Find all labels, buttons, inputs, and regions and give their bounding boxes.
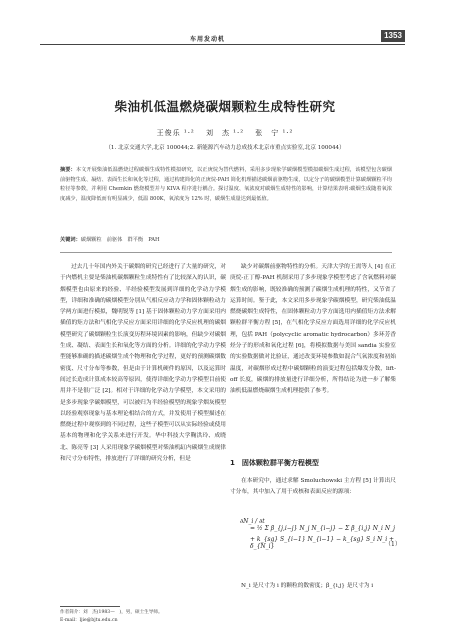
abstract-divider <box>60 252 392 253</box>
affiliation: （1. 北京交通大学,北京 100044;2. 新能源汽车动力总成技术北京市重点实验室,北京 100044） <box>105 145 345 151</box>
abstract-text: 本文开展柴油低温燃烧过程碳烟生成特性模拟研究，以正庚烷为替代燃料，采用多步现象学碳烟模型模拟碳烟生成过程，该模型包含碳烟前驱物生成、凝结、表面生长和氧化等过程，通过构建简化的正庚烷-PAH 简化机理描述碳烟前驱物生成，以定分子的碳烟模型计算碳烟颗粒平均粒径等参数，并利用 Chemkin 燃烧模型并与 KIVA 程序进行耦合。探讨温度、氧浓度对碳烟生成特性的影响，计算结果表明:碳烟生成随着氧浓度减少，温度降低而有明显减少，低温 800K，氧浓度为 12% 时，碳烟生成量达到最低值。 <box>60 167 392 202</box>
intro-paragraph: 过去几十年国内外关于碳烟的研究已经进行了大量的研究，对于内燃机主要是柴油机碳烟颗粒生成特性有了比较深入的认识，碳烟模型也由原来的经验、半经验模型发展到详细的化学动力学模型，详细和准确的碳烟模型分别从气相反应动力学和固体颗粒动力学两方面进行模拟，魏明锐等 [1] 基于固体颗粒动力学方面采用内插值的矩方法和气相化学反应方面采用详细的化学反应机理的碳烟模型研究了碳烟颗粒生长演变历程环境因素的影响，但缺少对碳烟生成、凝结、表面生长和氧化等方面的分析。详细的化学动力学模型能够准确的描述碳烟生成个物理和化学过程，更好的预测碳烟数密度、尺寸分布等参数，但是由于计算机硬件的原因，以及运算时间过长造成计算成本较高等原因，使得详细化学动力学模型目前使用并不是很广泛 [2]。相对于详细的化学动力学模型，本文采用的是多步现象学碳烟模型，可以被归为半经验模型的现象学烟灰模型以经验观察现象与基本理论相结合的方式，并发使用子模型描述在燃烧过程中观察到的不同过程，这些子模型可以从实际经验或使用基本的物理和化学关系来进行开发。华中科技大学鞠洪玲、成晓北、陈亮等 [3] 人采用现象学碳烟模型对柴油机缸内碳烟生成规律和尺寸分布特性，排放进行了详细的研究分析，但是 <box>60 264 226 463</box>
body-right-column <box>230 262 396 398</box>
equation-term-1: = ½ Σ β_{j,i−j} N_j N_{i−j} − Σ β_{i,j} N_i N_j <box>250 525 395 532</box>
keywords-text: 碳烟颗粒 前驱体 群平衡 PAH <box>80 237 160 243</box>
journal-section-label: 车用发动机 <box>190 36 226 43</box>
equation-term-2: + k_{sg} S_{i−1} N_{i−1} − k_{sg} S_i N_i + δ_{N_i} <box>250 536 395 550</box>
keywords <box>60 236 392 245</box>
equation-explanation: N_i 是尺寸为 i 的颗粒的数密度；β_{i,j} 是尺寸为 i <box>241 583 374 589</box>
header-rule <box>40 44 405 45</box>
page-number: 1353 <box>381 30 405 42</box>
body-left-column <box>60 262 226 465</box>
equation-lhs: ∂N_i / ∂t <box>240 518 265 525</box>
footnote-author-bio: 作者简介：刘 杰(1983— )，男，硕士生导师。 <box>60 610 163 615</box>
section-paragraph: 在本研究中，通过求解 Smoluchowski 主方程 [5] 计算出尺寸分布，其中加入了用于成核和表面反应的源项： <box>230 478 396 496</box>
footnote-email: E-mail：ljie@bjtu.edu.cn <box>60 618 118 623</box>
keywords-label: 关键词： <box>60 237 81 243</box>
abstract-label: 摘要： <box>60 167 76 173</box>
footnote <box>60 609 163 625</box>
footnote-rule <box>60 606 120 607</box>
equation-number: （1） <box>385 541 401 548</box>
abstract <box>60 166 392 204</box>
author-list: 王俊乐 ¹·² 刘 杰 ¹·² 张 宁 ¹·² <box>156 129 294 137</box>
paper-title: 柴油机低温燃烧碳烟颗粒生成特性研究 <box>114 99 336 114</box>
equation-1 <box>240 518 395 574</box>
section-heading: 1 固体颗粒群平衡方程模型 <box>230 459 319 467</box>
intro-paragraph-continued: 缺少对碳烟前驱物特性的分析。天津大学的王需等人 [4] 在正庚烷-正丁醇-PAH 机制采用了多步现象学模型考虑了含氧燃料对碳烟生成的影响，既较准确的预测了碳烟生成机理的特性，又节省了运算时间。鉴于此，本文采用多步现象学碳烟模型，研究柴油低温燃烧碳烟生成特性，在固体颗粒动力学方面选用内插值矩方法求解颗粒群平衡方程 [5]，在气相化学反应方面选用详细的化学反应机理，包括 PAH（polycyclic aromatic hydrocarbon）多环芳香烃分子的形成和氧化过程 [6]，将模拟数据与美国 sandia 实验室的实验数据做对比验证，通过改变环境参数如混合气氧浓度和初始温度，对碳烟形成过程中碳烟颗粒的演变过程包括爆发分数，lift-off 长度，碳烟的排放量进行详细分析，所得结论为进一步了解柴油机低温燃烧碳烟生成机理提供了参考。 <box>230 264 396 395</box>
